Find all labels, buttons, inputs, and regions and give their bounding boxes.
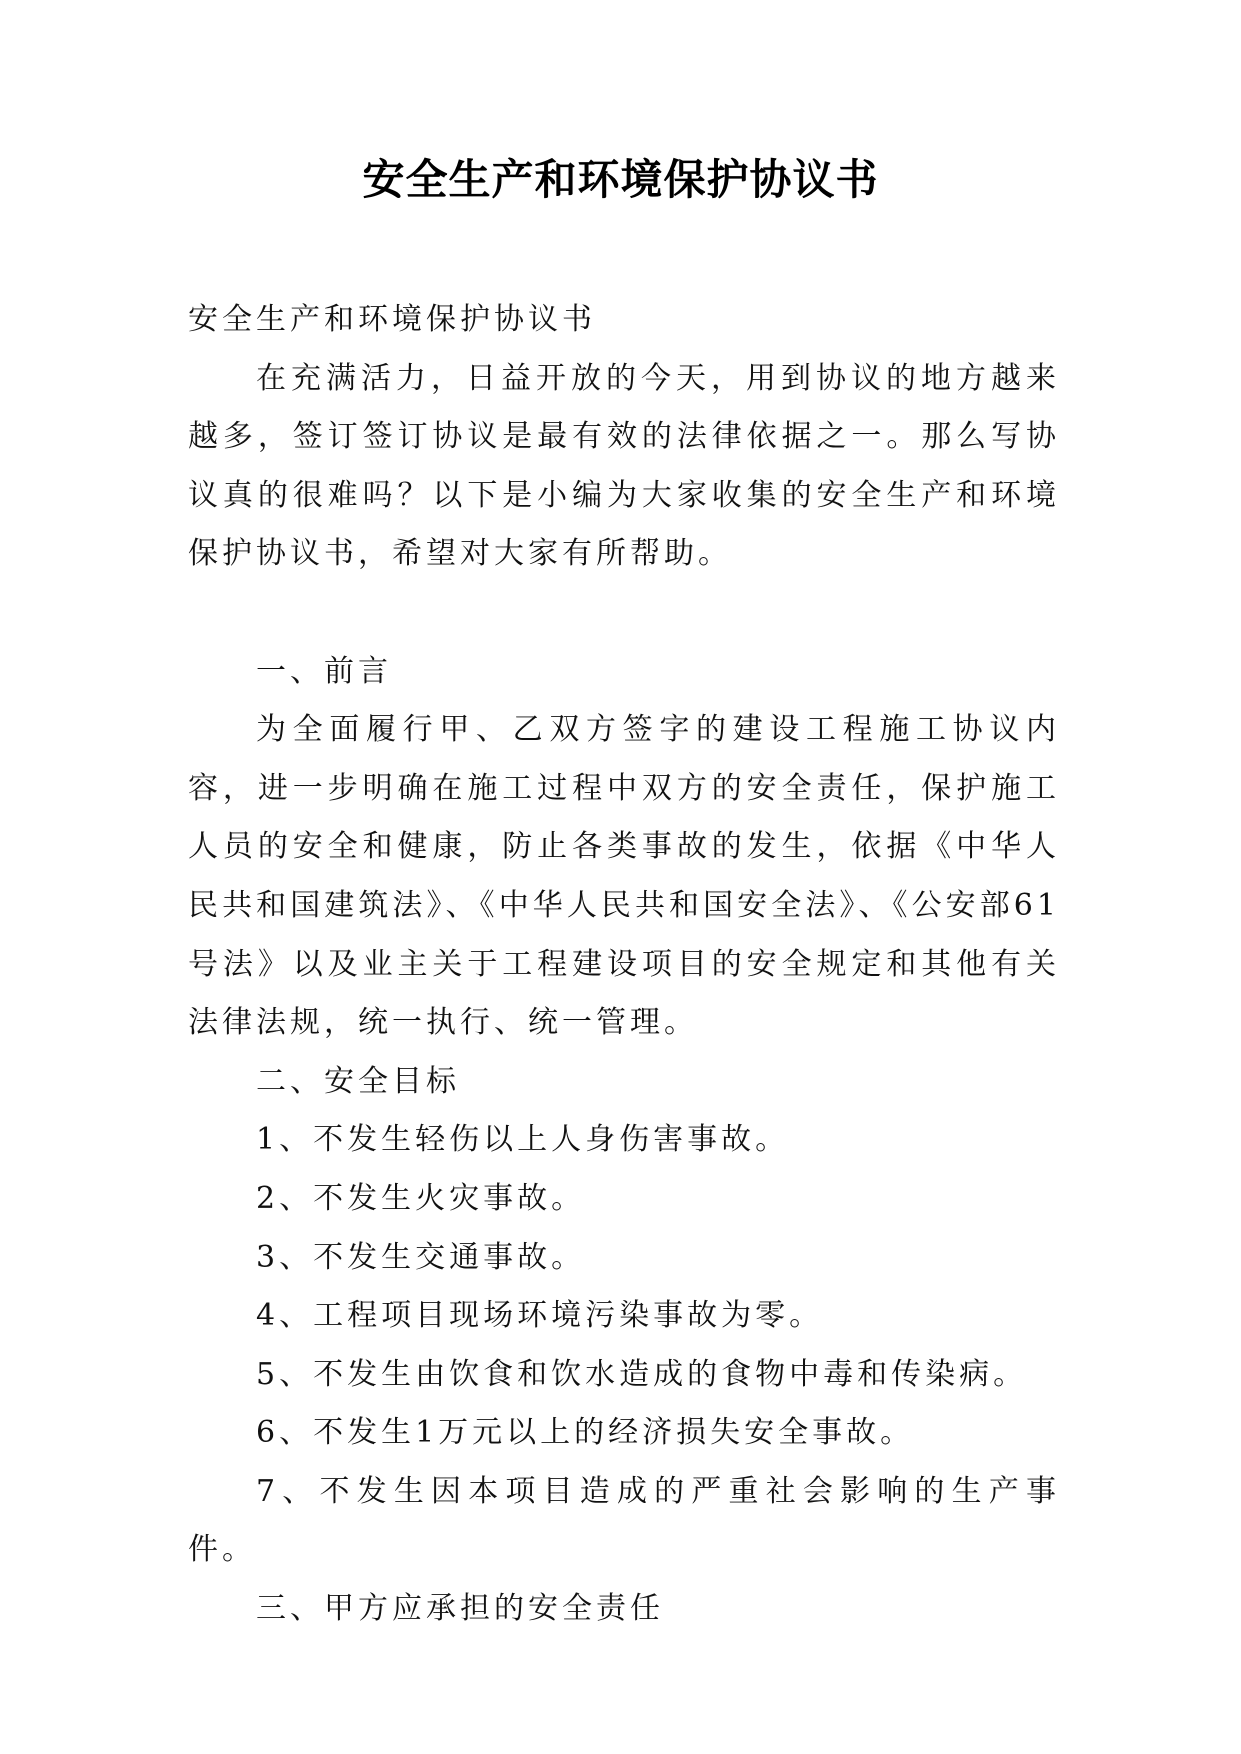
section-heading-preface: 一、前言 xyxy=(256,653,392,689)
goal-item: 3、不发生交通事故。 xyxy=(256,1239,586,1275)
goal-item: 2、不发生火灾事故。 xyxy=(256,1180,586,1216)
preface-paragraph: 为全面履行甲、乙双方签字的建设工程施工协议内容，进一步明确在施工过程中双方的安全责任，保护施工人员的安全和健康，防止各类事故的发生，依据《中华人民共和国建筑法》、《中华人民共和国安全法》、《公安部61号法》以及业主关于工程建设项目的安全规定和其他有关法律法规，统一执行、统一管理。 xyxy=(188,712,1060,1041)
goal-item: 7、不发生因本项目造成的严重社会影响的生产事件。 xyxy=(188,1473,1060,1568)
goal-item: 5、不发生由饮食和饮水造成的食物中毒和传染病。 xyxy=(256,1356,1028,1392)
paragraph-spacer xyxy=(188,584,1060,643)
document-title: 安全生产和环境保护协议书 xyxy=(362,155,879,204)
section-heading-safety-goals: 二、安全目标 xyxy=(256,1063,460,1099)
goal-item: 1、不发生轻伤以上人身伤害事故。 xyxy=(256,1122,790,1158)
section-heading-party-a-responsibilities: 三、甲方应承担的安全责任 xyxy=(256,1591,664,1627)
goal-item: 4、工程项目现场环境污染事故为零。 xyxy=(256,1298,824,1334)
document-subtitle: 安全生产和环境保护协议书 xyxy=(188,302,596,337)
intro-paragraph: 在充满活力，日益开放的今天，用到协议的地方越来越多，签订签订协议是最有效的法律依据之一。那么写协议真的很难吗？以下是小编为大家收集的安全生产和环境保护协议书，希望对大家有所帮助。 xyxy=(188,360,1060,572)
document-body xyxy=(188,291,1060,1639)
goal-item: 6、不发生1万元以上的经济损失安全事故。 xyxy=(256,1415,915,1451)
